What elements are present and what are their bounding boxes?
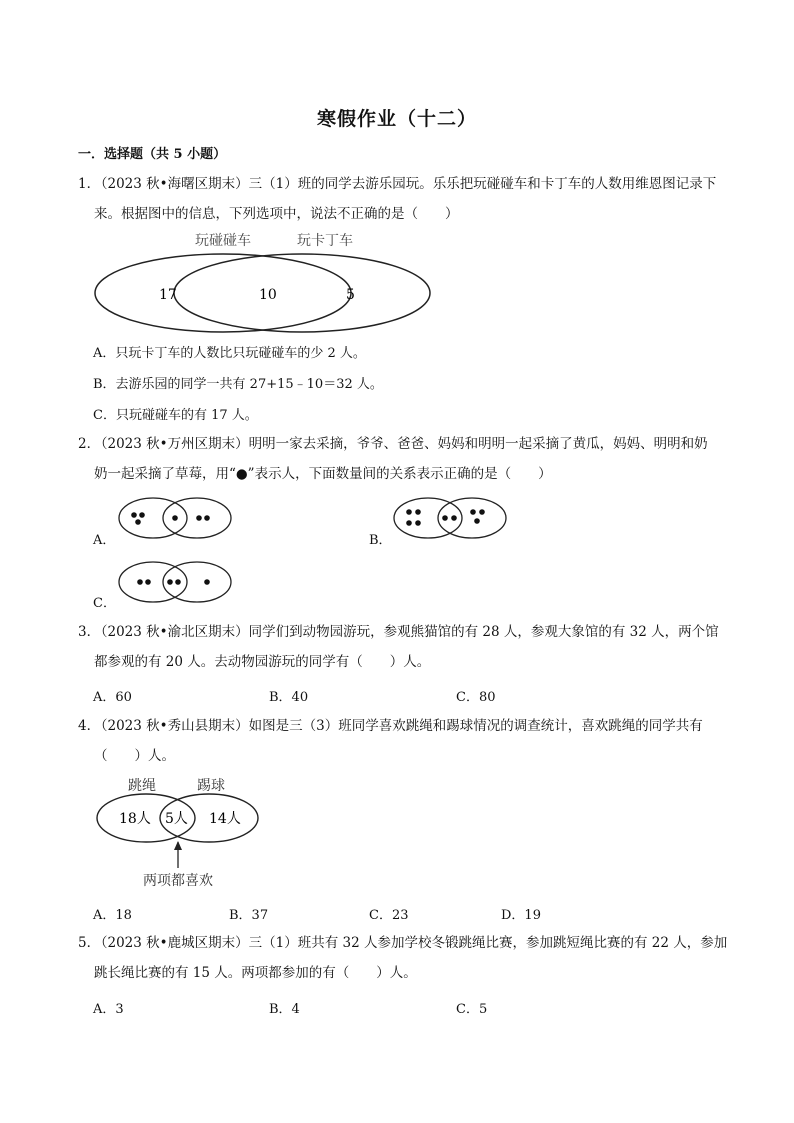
q2-option-c-venn (115, 558, 235, 606)
q4-option-c: C．23 (369, 908, 409, 923)
q1-venn-middle-value: 10 (259, 287, 277, 303)
q5-line1: （2023 秋•鹿城区期末）三（1）班共有 32 人参加学校冬锻跳绳比赛，参加跳短绳比赛的有 22 人，参加 (94, 935, 728, 951)
q3-line2: 都参观的有 20 人。去动物园游玩的同学有（ ）人。 (94, 654, 431, 670)
q5-line2: 跳长绳比赛的有 15 人。两项都参加的有（ ）人。 (94, 965, 417, 981)
q1-venn-left-circle (95, 254, 351, 332)
q1-venn-diagram (90, 225, 440, 340)
q4-line1: （2023 秋•秀山县期末）如图是三（3）班同学喜欢跳绳和踢球情况的调查统计，喜欢跳绳的同学共有 (94, 718, 703, 734)
q5-option-b: B．4 (269, 1002, 300, 1017)
q1-venn-right-circle (174, 254, 430, 332)
q1-line1: （2023 秋•海曙区期末）三（1）班的同学去游乐园玩。乐乐把玩碰碰车和卡丁车的人数用维恩图记录下 (94, 176, 717, 192)
q4-option-b: B．37 (229, 908, 269, 923)
q1-venn-right-value: 5 (346, 287, 355, 303)
q4-venn-label-right: 踢球 (197, 778, 225, 794)
q4-number: 4． (78, 718, 101, 734)
q4-venn-right-value: 14人 (209, 811, 241, 827)
q5-option-c: C．5 (456, 1002, 488, 1017)
q2-line2: 奶一起采摘了草莓，用“●”表示人，下面数量间的关系表示正确的是（ ） (94, 466, 552, 482)
q2-option-a-label: A． (93, 533, 116, 548)
q1-venn-label-left: 玩碰碰车 (195, 233, 251, 249)
q1-venn-left-value: 17 (159, 287, 177, 303)
q3-option-b: B．40 (269, 690, 309, 705)
q4-venn-middle-value: 5人 (165, 811, 188, 827)
q3-number: 3． (78, 624, 101, 640)
q5-number: 5． (78, 935, 101, 951)
q1-number: 1． (78, 176, 101, 192)
page-title: 寒假作业（十二） (316, 108, 477, 130)
q2-option-a-venn (115, 494, 235, 542)
section-heading: 一．选择题（共 5 小题） (78, 147, 227, 162)
q2-option-b-venn (390, 494, 510, 542)
q2-option-b-label: B． (369, 533, 392, 548)
q1-option-b: B．去游乐园的同学一共有 27+15﹣10＝32 人。 (93, 377, 383, 392)
q1-option-c: C．只玩碰碰车的有 17 人。 (93, 408, 258, 423)
q1-option-a: A．只玩卡丁车的人数比只玩碰碰车的少 2 人。 (93, 346, 366, 361)
q4-option-a: A．18 (93, 908, 132, 923)
q2-line1: （2023 秋•万州区期末）明明一家去采摘，爷爷、爸爸、妈妈和明明一起采摘了黄瓜，妈妈、明明和奶 (94, 436, 708, 452)
q4-venn-left-value: 18人 (119, 811, 151, 827)
q1-venn-label-right: 玩卡丁车 (297, 233, 353, 249)
q3-option-a: A．60 (93, 690, 132, 705)
q4-arrow-label: 两项都喜欢 (143, 873, 213, 889)
q4-venn-diagram (94, 772, 264, 894)
q4-line2: （ ）人。 (94, 748, 175, 764)
q4-venn-label-left: 跳绳 (128, 778, 156, 794)
q2-number: 2． (78, 436, 101, 452)
q4-arrow-head (174, 841, 182, 850)
q1-line2: 来。根据图中的信息，下列选项中，说法不正确的是（ ） (94, 206, 459, 222)
q2-option-c-label: C． (93, 596, 116, 611)
q3-line1: （2023 秋•渝北区期末）同学们到动物园游玩，参观熊猫馆的有 28 人，参观大象馆的有 32 人，两个馆 (94, 624, 719, 640)
q5-option-a: A．3 (93, 1002, 124, 1017)
q4-option-d: D．19 (501, 908, 541, 923)
q3-option-c: C．80 (456, 690, 496, 705)
